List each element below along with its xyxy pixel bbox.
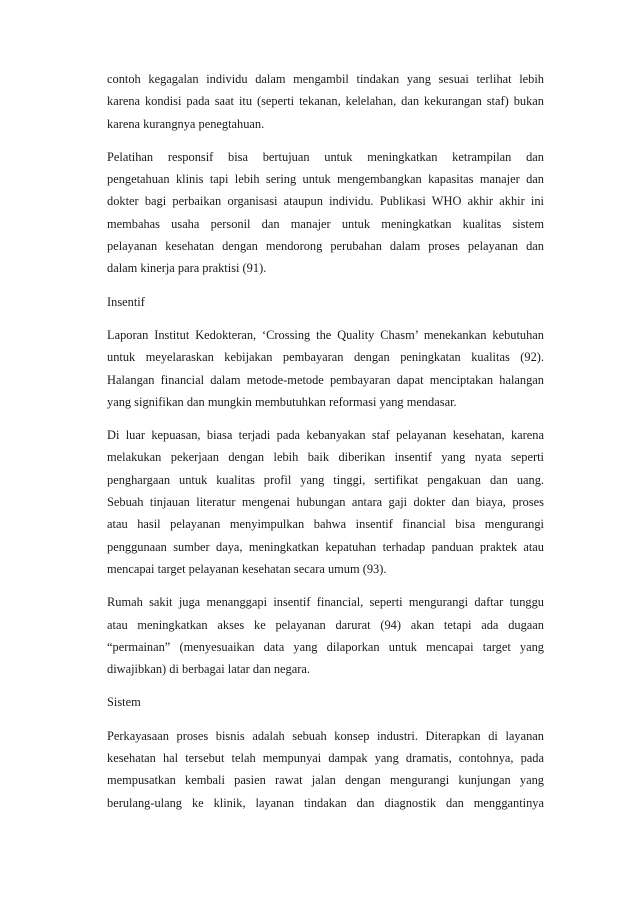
text-line: Sebuah tinjauan literatur mengenai hubungan antara gaji dokter dan biaya, proses (107, 495, 544, 510)
text-line: diwajibkan) di berbagai latar dan negara. (107, 662, 310, 677)
text-line: karena kondisi pada saat itu (seperti tekanan, kelelahan, dan kekurangan staf) bukan (107, 94, 544, 109)
paragraph-1 (107, 68, 544, 135)
text-line: membahas usaha personil dan manajer untuk meningkatkan kualitas sistem (107, 216, 544, 231)
text-line: untuk meyelaraskan kebijakan pembayaran dengan peningkatan kualitas (92). (107, 350, 544, 365)
text-line: Laporan Institut Kedokteran, ‘Crossing the Quality Chasm’ menekankan kebutuhan (107, 327, 544, 342)
paragraph-6 (107, 725, 544, 814)
heading-text: Sistem (107, 695, 141, 710)
text-line: mencapai target pelayanan kesehatan secara umum (93). (107, 561, 387, 576)
text-line: karena kurangnya penegtahuan. (107, 116, 265, 131)
text-line: penggunaan sumber daya, meningkatkan kepatuhan terhadap panduan praktek atau (107, 539, 544, 554)
text-line: Rumah sakit juga menanggapi insentif financial, seperti mengurangi daftar tunggu (107, 595, 544, 610)
text-line: dalam kinerja para praktisi (91). (107, 261, 267, 276)
heading-text: Insentif (107, 294, 145, 309)
paragraph-5 (107, 591, 544, 680)
text-line: contoh kegagalan individu dalam mengambil tindakan yang sesuai terlihat lebih (107, 72, 544, 86)
text-line: pelayanan kesehatan dengan mendorong perubahan dalam proses pelayanan dan (107, 239, 544, 254)
text-line: dokter bagi perbaikan organisasi ataupun individu. Publikasi WHO akhir akhir ini (107, 194, 544, 209)
text-line: atau hasil pelayanan menyimpulkan bahwa insentif financial bisa mengurangi (107, 517, 544, 532)
document-page (107, 68, 544, 825)
text-line: berulang-ulang ke klinik, layanan tindakan dan diagnostik dan menggantinya (107, 795, 544, 810)
text-line: atau meningkatkan akses ke pelayanan darurat (94) akan tetapi ada dugaan (107, 617, 544, 632)
paragraph-3 (107, 324, 544, 413)
text-line: penghargaan untuk kualitas profil yang tinggi, sertifikat pengakuan dan uang. (107, 472, 544, 487)
text-line: Perkayasaan proses bisnis adalah sebuah konsep industri. Diterapkan di layanan (107, 728, 544, 743)
text-line: “permainan” (menyesuaikan data yang dilaporkan untuk mencapai target yang (107, 639, 544, 654)
text-line: pengetahuan klinis tapi lebih sering untuk mengembangkan kapasitas manajer dan (107, 172, 544, 187)
text-line: Halangan financial dalam metode-metode pembayaran dapat menciptakan halangan (107, 372, 544, 387)
text-line: melakukan pekerjaan dengan lebih baik diberikan insentif yang nyata seperti (107, 450, 544, 465)
text-line: Di luar kepuasan, biasa terjadi pada kebanyakan staf pelayanan kesehatan, karena (107, 428, 544, 443)
section-heading-insentif (107, 291, 544, 313)
text-line: yang signifikan dan mungkin membutuhkan reformasi yang mendasar. (107, 394, 457, 409)
text-line: kesehatan hal tersebut telah mempunyai dampak yang dramatis, contohnya, pada (107, 751, 544, 766)
section-heading-sistem (107, 691, 544, 713)
paragraph-4 (107, 424, 544, 580)
paragraph-2 (107, 146, 544, 280)
text-line: mempusatkan kembali pasien rawat jalan dengan mengurangi kunjungan yang (107, 773, 544, 788)
text-line: Pelatihan responsif bisa bertujuan untuk meningkatkan ketrampilan dan (107, 149, 544, 164)
